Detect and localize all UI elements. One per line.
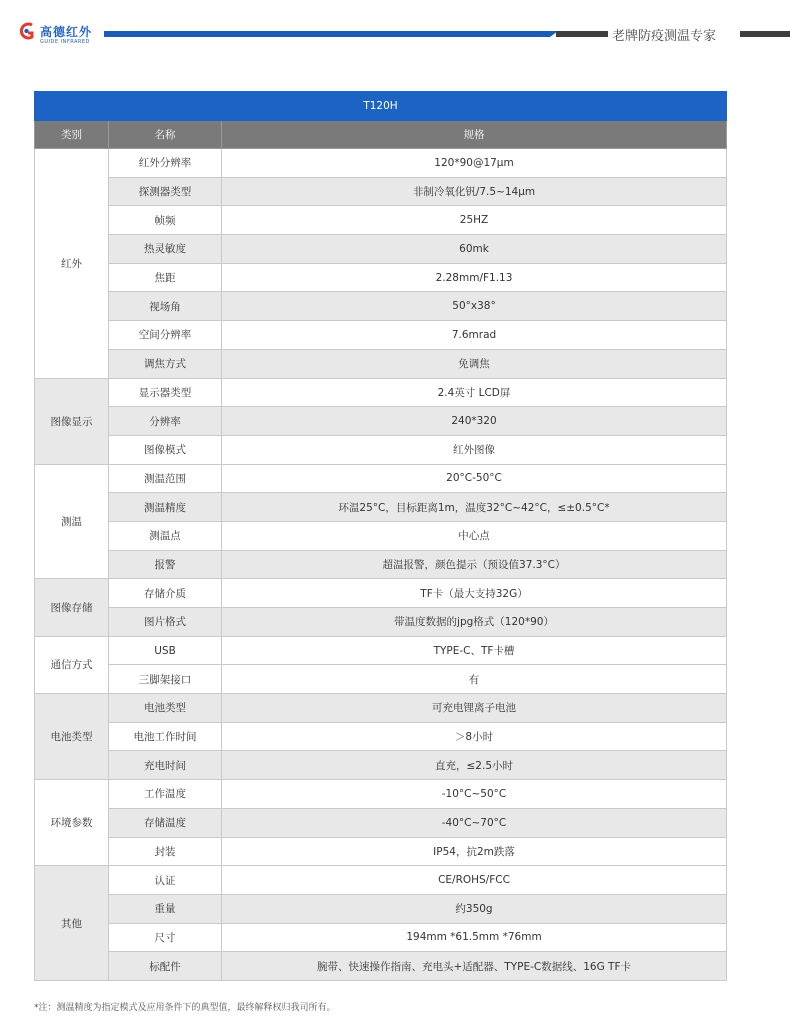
spec-value: 60mk [222,235,727,264]
spec-value: 直充，≤2.5小时 [222,751,727,780]
category-cell: 环境参数 [35,780,109,866]
category-cell: 图像显示 [35,378,109,464]
table-row [35,751,727,780]
spec-value: 超温报警，颜色提示（预设值37.3°C） [222,550,727,579]
table-row [35,435,727,464]
category-cell: 图像存储 [35,579,109,636]
table-row [35,665,727,694]
spec-value: 7.6mrad [222,321,727,350]
header-slogan: 老牌防疫测温专家 [612,29,717,44]
table-row [35,579,727,608]
spec-name: 重量 [109,894,222,923]
spec-value: -10°C~50°C [222,780,727,809]
spec-name: 测温点 [109,521,222,550]
header-stripe-blue [104,31,550,37]
spec-value: 中心点 [222,521,727,550]
spec-value: 红外图像 [222,435,727,464]
spec-name: 红外分辨率 [109,149,222,178]
spec-value: 2.4英寸 LCD屏 [222,378,727,407]
spec-name: 帧频 [109,206,222,235]
table-row [35,177,727,206]
table-row [35,349,727,378]
spec-name: 探测器类型 [109,177,222,206]
spec-value: 腕带、快速操作指南、充电头+适配器、TYPE-C数据线、16G TF卡 [222,952,727,981]
brand-logo [18,22,102,50]
spec-value: 194mm *61.5mm *76mm [222,923,727,952]
category-cell: 其他 [35,866,109,981]
table-row [35,550,727,579]
table-title: T120H [35,92,727,121]
column-header-spec: 规格 [222,121,727,149]
table-row [35,808,727,837]
spec-value: 20°C-50°C [222,464,727,493]
spec-value: -40°C~70°C [222,808,727,837]
column-header-name: 名称 [109,121,222,149]
spec-value: 环温25°C，目标距离1m，温度32°C~42°C，≤±0.5°C* [222,493,727,522]
table-row [35,923,727,952]
spec-name: 视场角 [109,292,222,321]
category-cell: 电池类型 [35,694,109,780]
table-row [35,407,727,436]
table-row [35,694,727,723]
spec-value: 有 [222,665,727,694]
spec-value: 带温度数据的jpg格式（120*90） [222,608,727,637]
page-header [0,0,790,60]
table-row [35,837,727,866]
table-row [35,263,727,292]
table-row [35,493,727,522]
spec-value: 240*320 [222,407,727,436]
table-row [35,292,727,321]
spec-value: ＞8小时 [222,722,727,751]
spec-name: 标配件 [109,952,222,981]
spec-value: 免调焦 [222,349,727,378]
spec-name: 电池类型 [109,694,222,723]
spec-name: 报警 [109,550,222,579]
spec-name: 存储温度 [109,808,222,837]
spec-value: TYPE-C、TF卡槽 [222,636,727,665]
table-row [35,866,727,895]
spec-name: 充电时间 [109,751,222,780]
table-row [35,149,727,178]
spec-name: 尺寸 [109,923,222,952]
table-row [35,378,727,407]
spec-name: 封装 [109,837,222,866]
spec-value: 2.28mm/F1.13 [222,263,727,292]
spec-name: 工作温度 [109,780,222,809]
spec-value: TF卡（最大支持32G） [222,579,727,608]
logo-name: 高德红外 [40,25,93,39]
table-row [35,952,727,981]
category-cell: 红外 [35,149,109,379]
spec-name: 认证 [109,866,222,895]
header-stripe-dark-left [556,31,608,37]
spec-value: 120*90@17μm [222,149,727,178]
spec-value: IP54，抗2m跌落 [222,837,727,866]
table-row [35,722,727,751]
category-cell: 测温 [35,464,109,579]
spec-value: 非制冷氧化钒/7.5~14μm [222,177,727,206]
table-row [35,206,727,235]
table-row [35,235,727,264]
spec-name: 空间分辨率 [109,321,222,350]
spec-name: 显示器类型 [109,378,222,407]
spec-value: 可充电锂离子电池 [222,694,727,723]
logo-mark-icon [18,22,36,40]
spec-name: USB [109,636,222,665]
table-header-row [35,121,727,149]
logo-subtitle: GUIDE INFRARED [40,39,90,45]
table-row [35,780,727,809]
spec-name: 分辨率 [109,407,222,436]
spec-name: 调焦方式 [109,349,222,378]
table-title-row [35,92,727,121]
spec-name: 焦距 [109,263,222,292]
footnote: *注：测温精度为指定模式及应用条件下的典型值，最终解释权归我司所有。 [34,1003,336,1013]
spec-value: 25HZ [222,206,727,235]
spec-table [34,91,727,981]
spec-name: 图片格式 [109,608,222,637]
category-cell: 通信方式 [35,636,109,693]
table-row [35,636,727,665]
table-body [35,149,727,981]
spec-value: CE/ROHS/FCC [222,866,727,895]
table-row [35,521,727,550]
spec-name: 测温范围 [109,464,222,493]
column-header-category: 类别 [35,121,109,149]
spec-value: 约350g [222,894,727,923]
table-row [35,894,727,923]
table-row [35,608,727,637]
spec-name: 电池工作时间 [109,722,222,751]
spec-name: 三脚架接口 [109,665,222,694]
table-row [35,464,727,493]
table-row [35,321,727,350]
spec-name: 测温精度 [109,493,222,522]
spec-name: 热灵敏度 [109,235,222,264]
spec-value: 50°x38° [222,292,727,321]
header-stripe-dark-right [740,31,790,37]
spec-name: 图像模式 [109,435,222,464]
spec-name: 存储介质 [109,579,222,608]
